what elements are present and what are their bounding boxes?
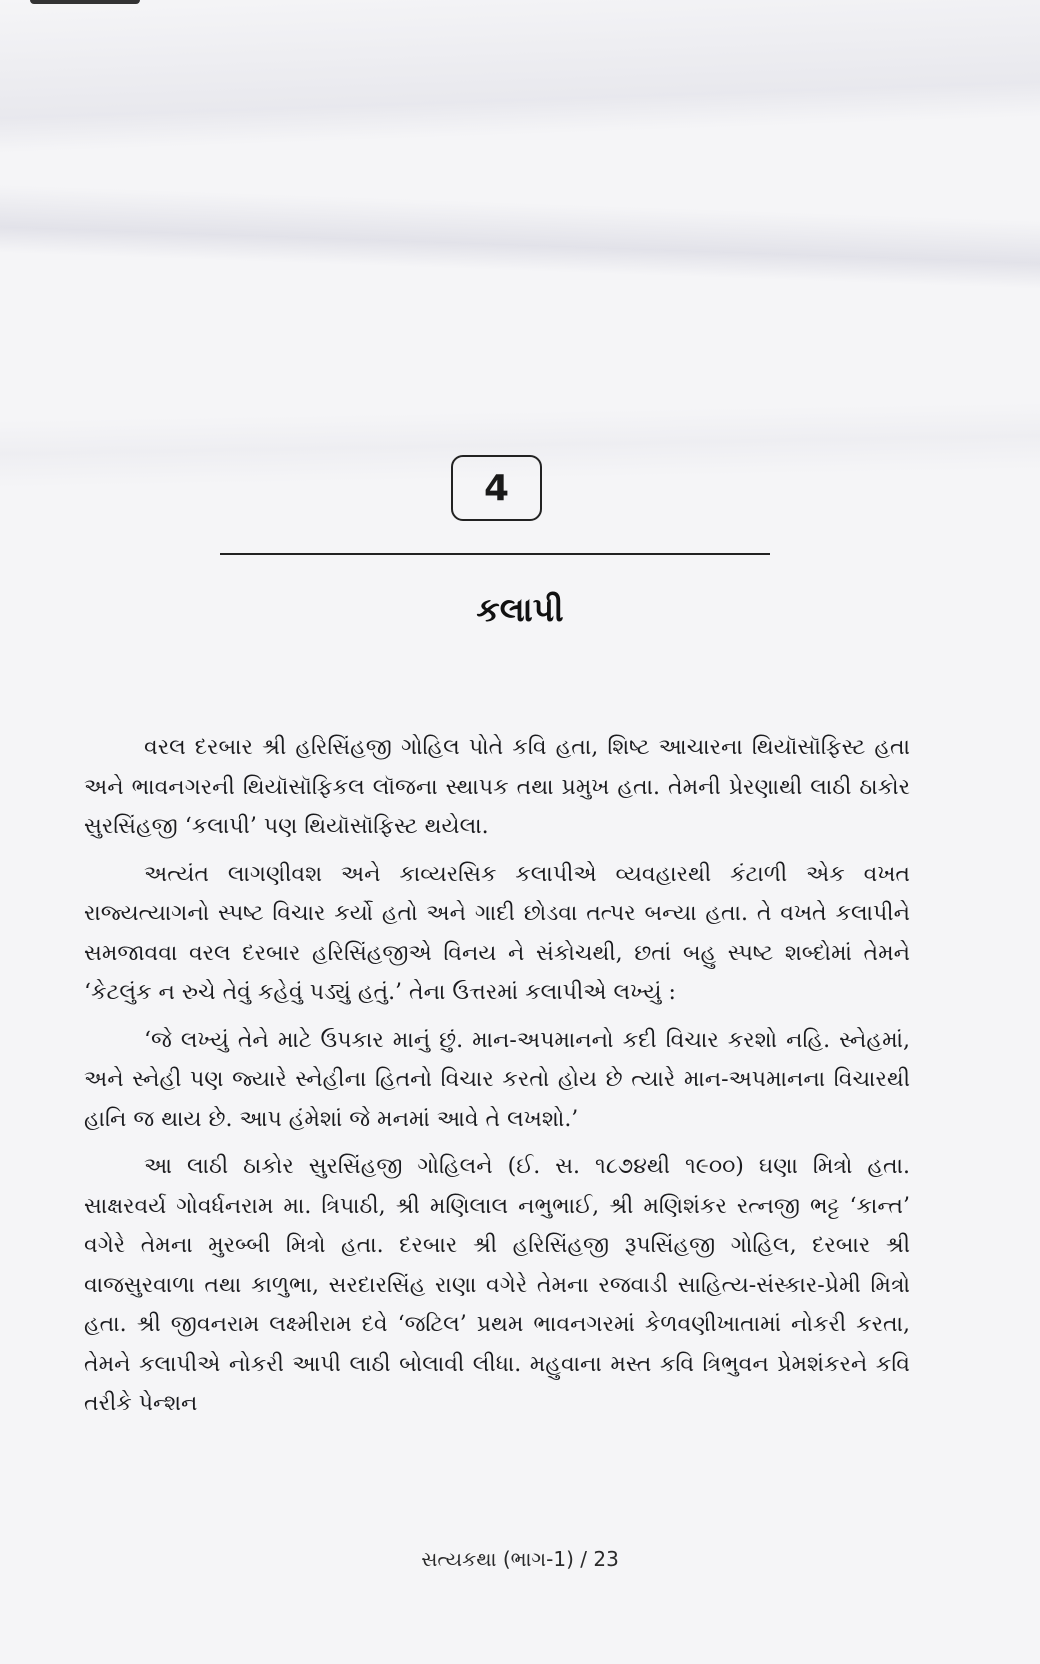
chapter-title: કલાપી bbox=[476, 590, 564, 629]
chapter-divider bbox=[220, 553, 770, 555]
paragraph-4: આ લાઠી ઠાકોર સુરસિંહજી ગોહિલને (ઈ. સ. ૧૮૭૪થી ૧૯૦૦) ઘણા મિત્રો હતા. સાક્ષરવર્ય ગોવર્ધનરામ મા. ત્રિપાઠી, શ્રી મણિલાલ નભુભાઈ, શ્રી મણિશંકર રત્નજી ભટ્ટ ‘કાન્ત’ વગેરે તેમના મુરબ્બી મિત્રો હતા. દરબાર શ્રી હરિસિંહજી રૂપસિંહજી ગોહિલ, દરબાર શ્રી વાજસુરવાળા તથા કાળુભા, સરદારસિંહ રાણા વગેરે તેમના રજવાડી સાહિત્ય-સંસ્કાર-પ્રેમી મિત્રો હતા. શ્રી જીવનરામ લક્ષ્મીરામ દવે ‘જટિલ’ પ્રથમ ભાવનગરમાં કેળવણીખાતામાં નોકરી કરતા, તેમને કલાપીએ નોકરી આપી લાઠી બોલાવી લીધા. મહુવાના મસ્ત કવિ ત્રિભુવન પ્રેમશંકરને કવિ તરીકે પેન્શન bbox=[84, 1154, 910, 1416]
paragraph-3: ‘જે લખ્યું તેને માટે ઉપકાર માનું છું. માન-અપમાનનો કદી વિચાર કરશો નહિ. સ્નેહમાં, અને સ્નેહી પણ જ્યારે સ્નેહીના હિતનો વિચાર કરતો હોય છે ત્યારે માન-અપમાનના વિચારથી હાનિ જ થાય છે. આપ હંમેશાં જે મનમાં આવે તે લખશો.’ bbox=[84, 1027, 910, 1132]
chapter-number: 4 bbox=[483, 467, 510, 509]
paragraph-1: વરલ દરબાર શ્રી હરિસિંહજી ગોહિલ પોતે કવિ હતા, શિષ્ટ આચારના થિયૉસૉફિસ્ટ હતા અને ભાવનગરની થિયૉસૉફિકલ લૉજના સ્થાપક તથા પ્રમુખ હતા. તેમની પ્રેરણાથી લાઠી ઠાકોર સુરસિંહજી ‘કલાપી’ પણ થિયૉસૉફિસ્ટ થયેલા. bbox=[84, 735, 910, 839]
page-footer: સત્યકથા (ભાગ-1) / 23 bbox=[421, 1547, 619, 1571]
chapter-number-box bbox=[451, 455, 542, 521]
page-edge-mark bbox=[30, 0, 140, 4]
chapter-body bbox=[84, 728, 910, 1432]
paragraph-2: અત્યંત લાગણીવશ અને કાવ્યરસિક કલાપીએ વ્યવહારથી કંટાળી એક વખત રાજ્યત્યાગનો સ્પષ્ટ વિચાર કર્યો હતો અને ગાદી છોડવા તત્પર બન્યા હતા. તે વખતે કલાપીને સમજાવવા વરલ દરબાર હરિસિંહજીએ વિનય ને સંકોચથી, છતાં બહુ સ્પષ્ટ શબ્દોમાં તેમને ‘કેટલુંક ન રુચે તેવું કહેવું પડ્યું હતું.’ તેના ઉત્તરમાં કલાપીએ લખ્યું : bbox=[84, 861, 910, 1005]
